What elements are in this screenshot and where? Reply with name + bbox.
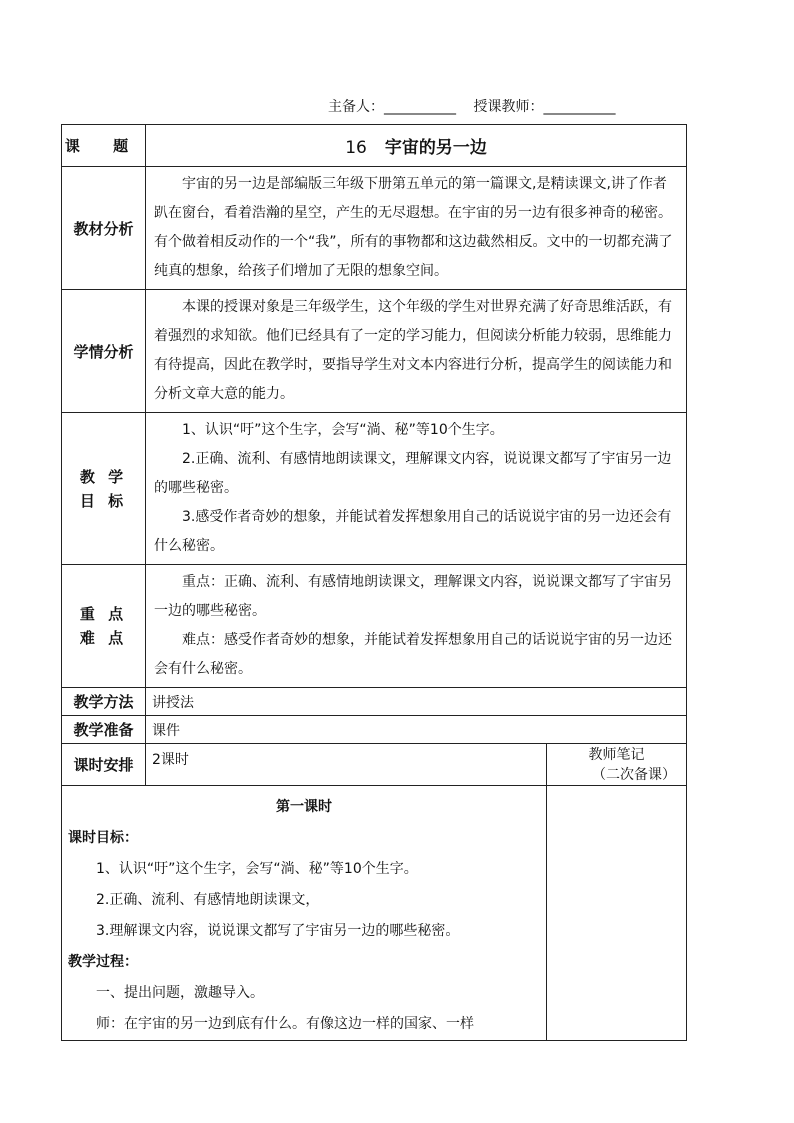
preparer-blank: ___________ <box>384 99 456 115</box>
key-points-label <box>62 565 146 688</box>
lesson-goal-item: 2.正确、流利、有感情地朗读课文， <box>96 892 320 908</box>
goal-item: 3.感受作者奇妙的想象，并能试着发挥想象用自己的话说说宇宙的另一边还会有什么秘密。 <box>154 509 672 554</box>
students-cell <box>146 290 687 413</box>
teacher-notes-area[interactable] <box>547 786 687 1041</box>
lesson-row <box>62 786 687 1041</box>
goals-cell <box>146 413 687 565</box>
lesson-plan-table <box>61 124 687 1041</box>
header-line <box>328 96 615 116</box>
lesson-title: 宇宙的另一边 <box>384 138 487 158</box>
teacher-notes-header <box>547 744 687 786</box>
material-text: 宇宙的另一边是部编版三年级下册第五单元的第一篇课文,是精读课文,讲了作者趴在窗台，看着浩瀚的星空，产生的无尽遐想。在宇宙的另一边有很多神奇的秘密。有个做着相反动作的一个“我”，所有的事物都和这边截然相反。文中的一切都充满了纯真的想象，给孩子们增加了无限的想象空间。 <box>154 176 673 279</box>
students-row <box>62 290 687 413</box>
goals-label-line2: 目 标 <box>79 491 128 510</box>
key-points-label-line1: 重 点 <box>79 605 128 623</box>
material-cell <box>146 167 687 290</box>
method-label: 教学方法 <box>62 688 146 716</box>
topic-row <box>62 125 687 167</box>
notes-title: 教师笔记 <box>588 746 645 763</box>
lesson-process-item: 师：在宇宙的另一边到底有什么。有像这边一样的国家、一样 <box>96 1016 474 1032</box>
goal-item: 1、认识“吁”这个生字，会写“淌、秘”等10个生字。 <box>182 422 504 438</box>
lesson-number: 16 <box>345 138 367 158</box>
schedule-value: 2课时 <box>146 744 547 786</box>
lesson-goal-item: 1、认识“吁”这个生字，会写“淌、秘”等10个生字。 <box>96 861 418 877</box>
prep-value: 课件 <box>146 716 687 744</box>
topic-label: 课 题 <box>62 125 146 167</box>
goals-row <box>62 413 687 565</box>
key-points-row <box>62 565 687 688</box>
lesson-section-title: 第一课时 <box>276 799 332 815</box>
key-point-item: 难点：感受作者奇妙的想象，并能试着发挥想象用自己的话说说宇宙的另一边还会有什么秘密。 <box>154 632 672 677</box>
lesson-content <box>62 786 547 1041</box>
lesson-goals-heading: 课时目标： <box>68 830 138 846</box>
goals-label-line1: 教 学 <box>79 467 128 486</box>
key-points-cell <box>146 565 687 688</box>
lesson-process-item: 一、提出问题，激趣导入。 <box>96 985 264 1001</box>
key-points-label-line2: 难 点 <box>79 629 128 647</box>
material-label: 教材分析 <box>62 167 146 290</box>
method-row <box>62 688 687 716</box>
lesson-process-heading: 教学过程： <box>68 954 138 970</box>
material-row <box>62 167 687 290</box>
lesson-goal-item: 3.理解课文内容，说说课文都写了宇宙另一边的哪些秘密。 <box>96 923 460 939</box>
notes-subtitle: （二次备课） <box>592 766 677 783</box>
key-point-item: 重点：正确、流利、有感情地朗读课文，理解课文内容，说说课文都写了宇宙另一边的哪些秘密。 <box>154 574 672 619</box>
topic-title-cell <box>146 125 687 167</box>
schedule-label: 课时安排 <box>62 744 146 786</box>
preparer-label: 主备人： <box>328 99 384 115</box>
goals-label <box>62 413 146 565</box>
teacher-label: 授课教师： <box>473 99 544 115</box>
prep-row <box>62 716 687 744</box>
students-text: 本课的授课对象是三年级学生，这个年级的学生对世界充满了好奇思维活跃，有着强烈的求知欲。他们已经具有了一定的学习能力，但阅读分析能力较弱，思维能力有待提高，因此在教学时，要指导学生对文本内容进行分析，提高学生的阅读能力和分析文章大意的能力。 <box>154 299 672 402</box>
students-label: 学情分析 <box>62 290 146 413</box>
schedule-row <box>62 744 687 786</box>
teacher-blank: ___________ <box>543 99 615 115</box>
goal-item: 2.正确、流利、有感情地朗读课文，理解课文内容，说说课文都写了宇宙另一边的哪些秘密。 <box>154 451 672 496</box>
prep-label: 教学准备 <box>62 716 146 744</box>
method-value: 讲授法 <box>146 688 687 716</box>
